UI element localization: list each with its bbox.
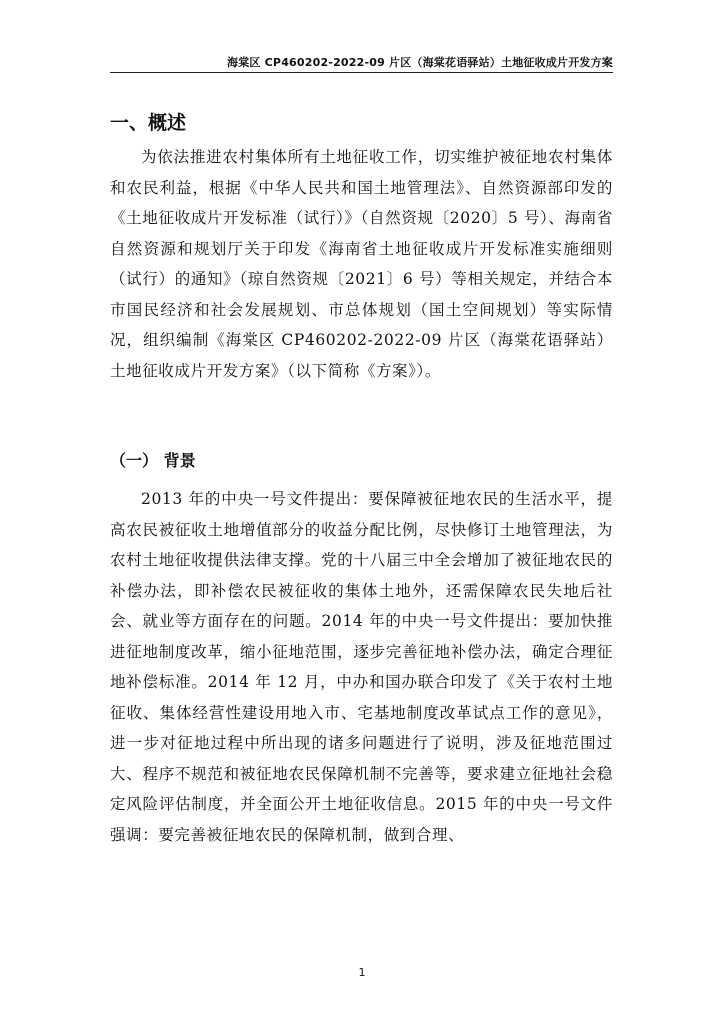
running-header: 海棠区 CP460202-2022-09 片区（海棠花语驿站）土地征收成片开发方案	[227, 56, 613, 69]
subsection-title: （一） 背景	[110, 451, 196, 470]
intro-paragraph: 为依法推进农村集体所有土地征收工作，切实维护被征地农村集体和农民利益，根据《中华人民共和国土地管理法》、自然资源部印发的《土地征收成片开发标准（试行）》（自然资规〔2020〕5 号）、海南省自然资源和规划厅关于印发《海南省土地征收成片开发标准实施细则（试行）的通知》（琼自然资规〔2021〕6 号）等相关规定，并结合本市国民经济和社会发展规划、市总体规划（国土空间规划）等实际情况，组织编制《海棠区 CP460202-2022-09 片区（海棠花语驿站）土地征收成片开发方案》（以下简称《方案》）。	[110, 148, 613, 380]
header-divider	[110, 72, 613, 73]
background-paragraph: 2013 年的中央一号文件提出：要保障被征地农民的生活水平，提高农民被征收土地增值部分的收益分配比例，尽快修订土地管理法，为农村土地征收提供法律支撑。党的十八届三中全会增加了被征地农民的补偿办法，即补偿农民被征收的集体土地外，还需保障农民失地后社会、就业等方面存在的问题。2014 年的中央一号文件提出：要加快推进征地制度改革，缩小征地范围，逐步完善征地补偿办法，确定合理征地补偿标准。2014 年 12 月，中办和国办联合印发了《关于农村土地征收、集体经营性建设用地入市、宅基地制度改革试点工作的意见》，进一步对征地过程中所出现的诸多问题进行了说明，涉及征地范围过大、程序不规范和被征地农民保障机制不完善等，要求建立征地社会稳定风险评估制度，并全面公开土地征收信息。2015 年的中央一号文件强调：要完善被征地农民的保障机制，做到合理、	[110, 490, 613, 844]
page-number: 1	[358, 966, 366, 979]
section-title: 一、概述	[110, 112, 187, 134]
